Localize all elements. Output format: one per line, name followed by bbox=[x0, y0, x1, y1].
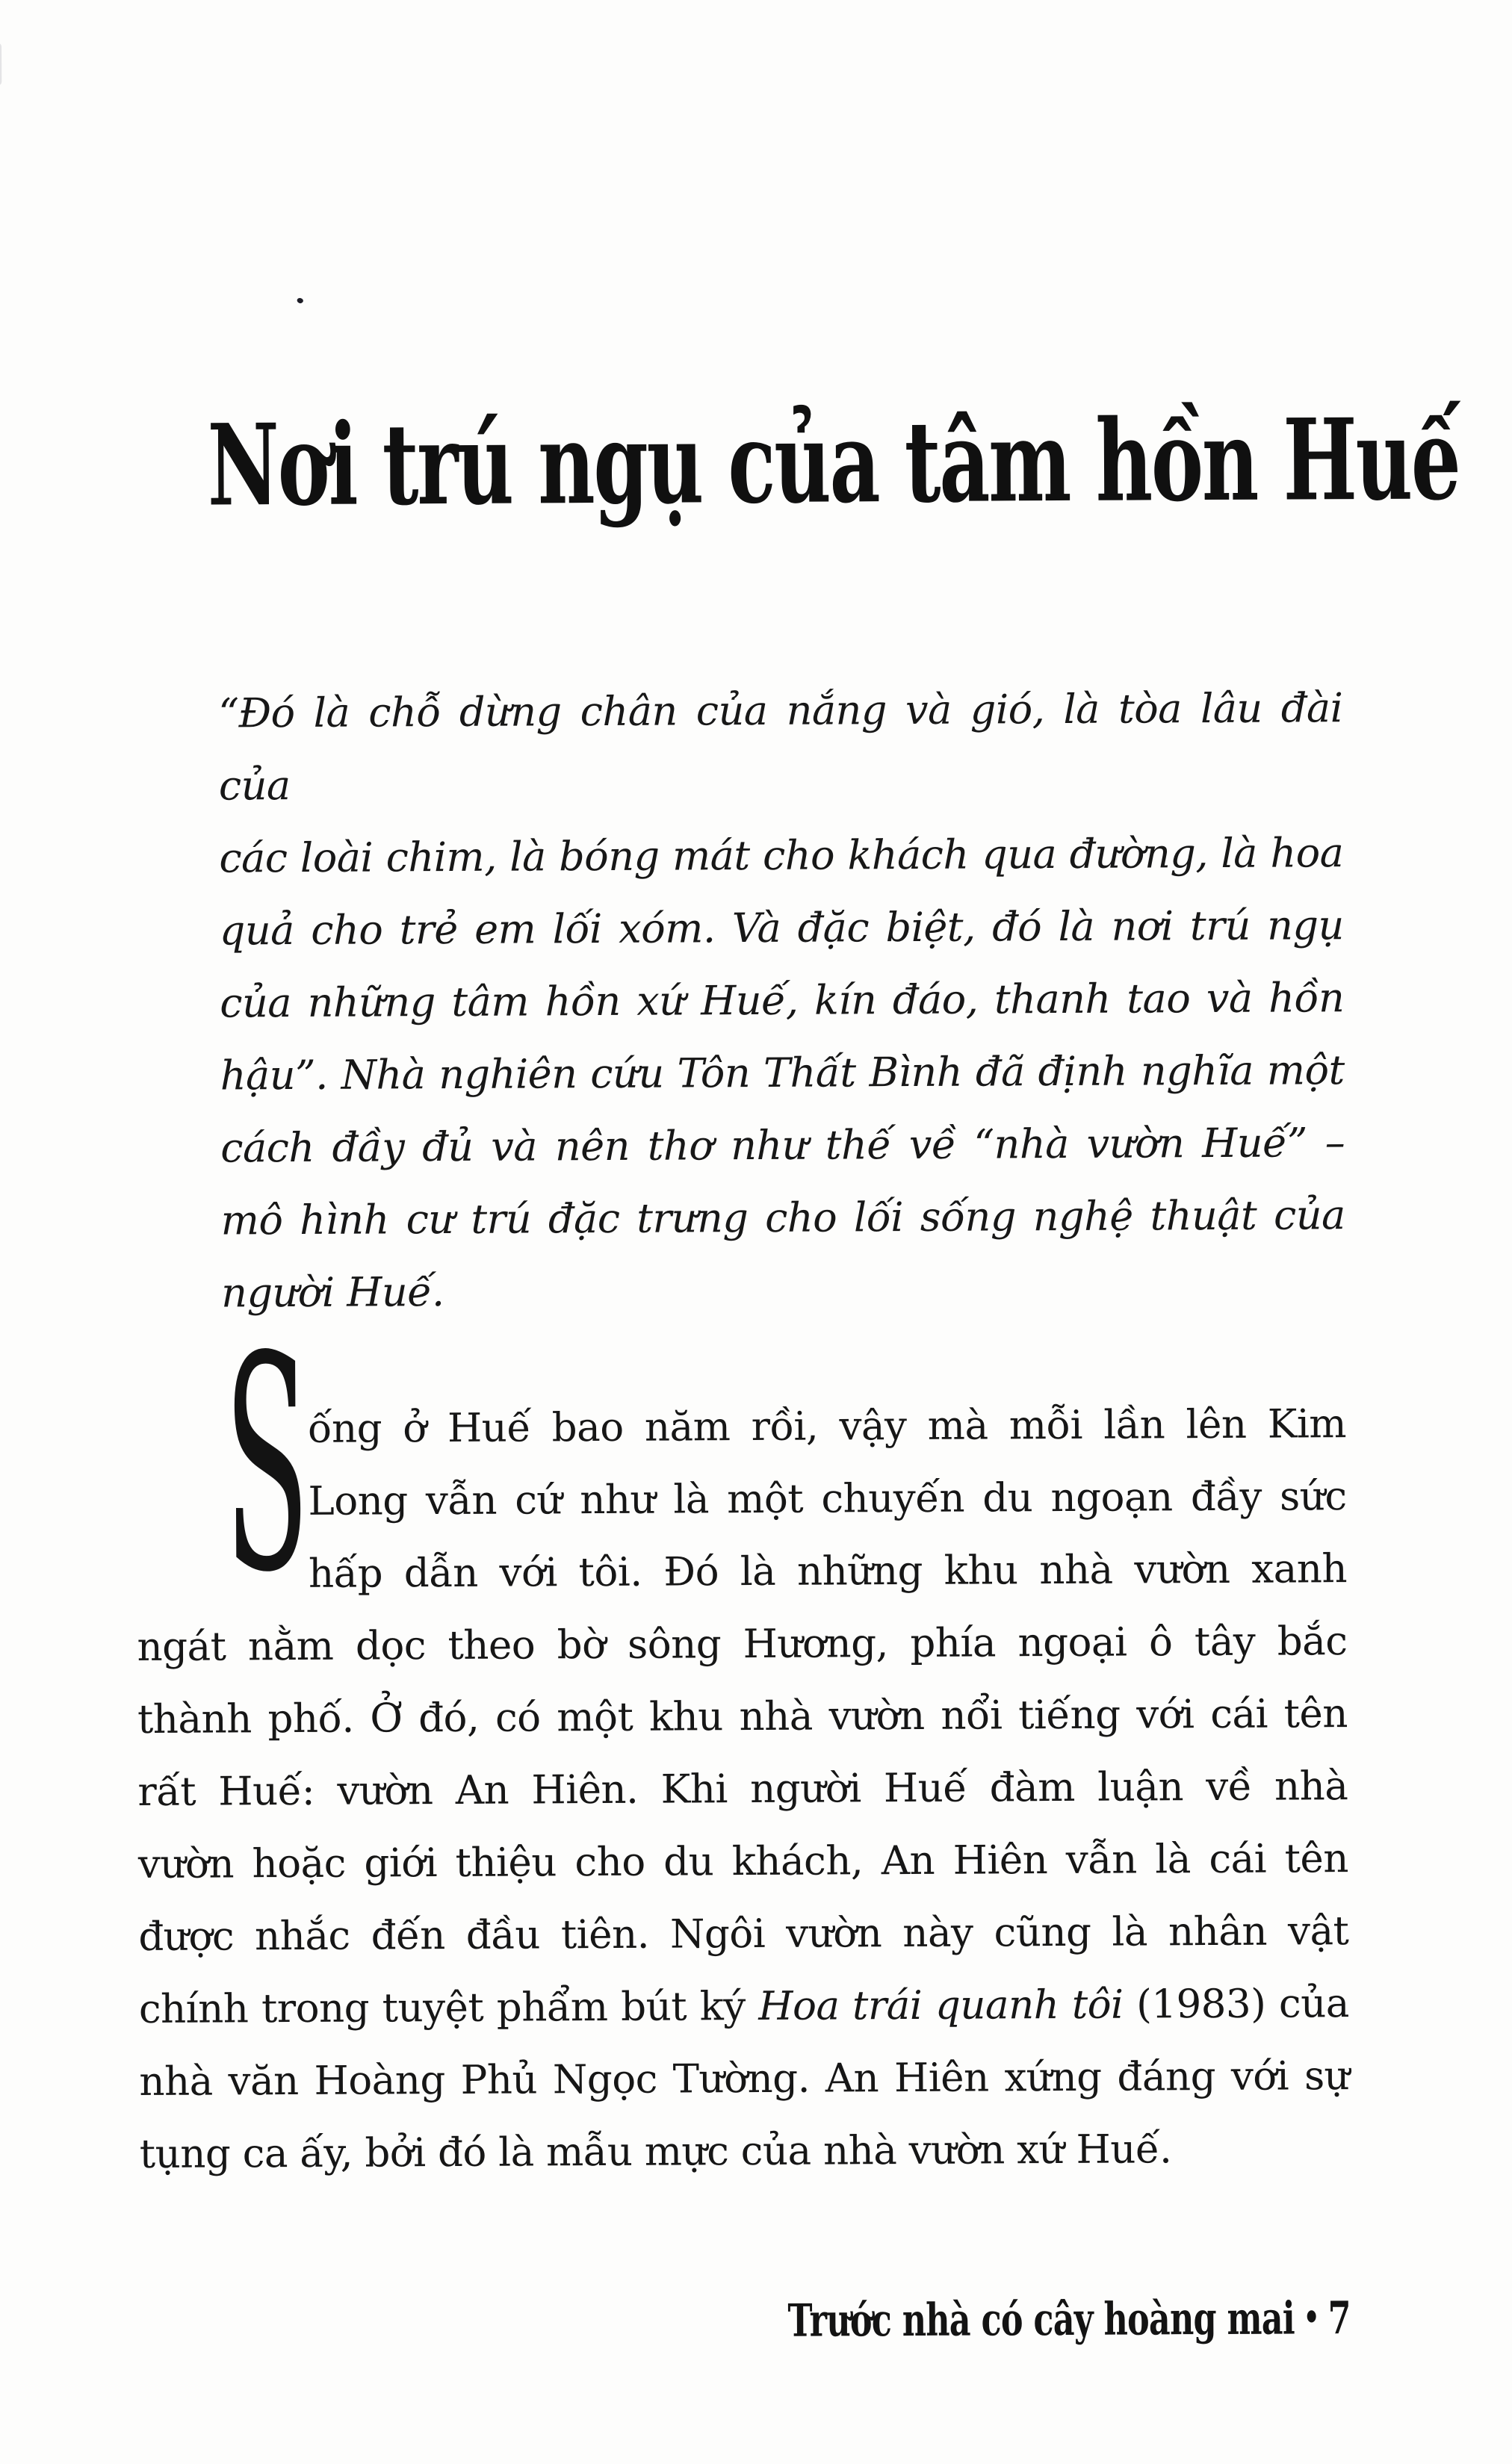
quote-line: các loài chim, là bóng mát cho khách qua đường, là hoa bbox=[219, 829, 1344, 882]
body-text-segment: (1983) của bbox=[1123, 1981, 1349, 2028]
chapter-title-text: Nơi trú ngụ của tâm hồn Huế bbox=[207, 394, 1460, 532]
quote-line: người Huế. bbox=[221, 1268, 444, 1317]
quote-line: hậu”. Nhà nghiên cứu Tôn Thất Bình đã định nghĩa một bbox=[220, 1046, 1345, 1099]
body-line: nhà văn Hoàng Phủ Ngọc Tường. An Hiên xứng đáng với sự bbox=[139, 2053, 1350, 2105]
cited-work-title: Hoa trái quanh tôi bbox=[758, 1982, 1124, 2029]
quote-line: “Đó là chỗ dừng chân của nắng và gió, là tòa lâu đài của bbox=[218, 684, 1343, 810]
body-line: hấp dẫn với tôi. Đó là những khu nhà vườn xanh bbox=[308, 1546, 1348, 1597]
running-book-title: Trước nhà có cây hoàng mai bbox=[787, 2292, 1295, 2347]
quote-line: của những tâm hồn xứ Huế, kín đáo, thanh tao và hồn bbox=[220, 974, 1345, 1027]
page-number: 7 bbox=[1327, 2292, 1351, 2345]
block-quote bbox=[218, 671, 1345, 1329]
bullet-separator: • bbox=[1303, 2297, 1320, 2338]
body-line: được nhắc đến đầu tiên. Ngôi vườn này cũng là nhân vật bbox=[138, 1908, 1349, 1961]
page-footer bbox=[590, 2292, 1351, 2347]
footer-content bbox=[787, 2292, 1351, 2347]
body-line: ngát nằm dọc theo bờ sông Hương, phía ngoại ô tây bắc bbox=[137, 1619, 1348, 1671]
body-paragraph bbox=[136, 1293, 1350, 2191]
quote-line: quả cho trẻ em lối xóm. Và đặc biệt, đó là nơi trú ngụ bbox=[219, 901, 1344, 955]
body-line: tụng ca ấy, bởi đó là mẫu mực của nhà vườn xứ Huế. bbox=[139, 2126, 1172, 2178]
chapter-title bbox=[207, 394, 1512, 532]
drop-cap: S bbox=[223, 1293, 310, 1638]
body-line: vườn hoặc giới thiệu cho du khách, An Hiên vẫn là cái tên bbox=[137, 1836, 1349, 1888]
body-text-segment: chính trong tuyệt phẩm bút ký bbox=[138, 1983, 759, 2033]
quote-line: mô hình cư trú đặc trưng cho lối sống nghệ thuật của bbox=[220, 1191, 1345, 1244]
body-line: thành phố. Ở đó, có một khu nhà vườn nổi tiếng với cái tên bbox=[137, 1691, 1348, 1743]
body-line: Long vẫn cứ như là một chuyến du ngoạn đầy sức bbox=[308, 1474, 1347, 1524]
quote-line: cách đầy đủ và nên thơ như thế về “nhà vườn Huế” – bbox=[220, 1119, 1345, 1172]
body-line: rất Huế: vườn An Hiên. Khi người Huế đàm luận về nhà bbox=[137, 1763, 1348, 1816]
body-line bbox=[139, 1967, 1349, 2046]
scan-edge-artifact bbox=[0, 43, 1, 86]
body-line: ống ở Huế bao năm rồi, vậy mà mỗi lần lên Kim bbox=[307, 1401, 1347, 1452]
scan-ink-speck bbox=[296, 297, 304, 304]
